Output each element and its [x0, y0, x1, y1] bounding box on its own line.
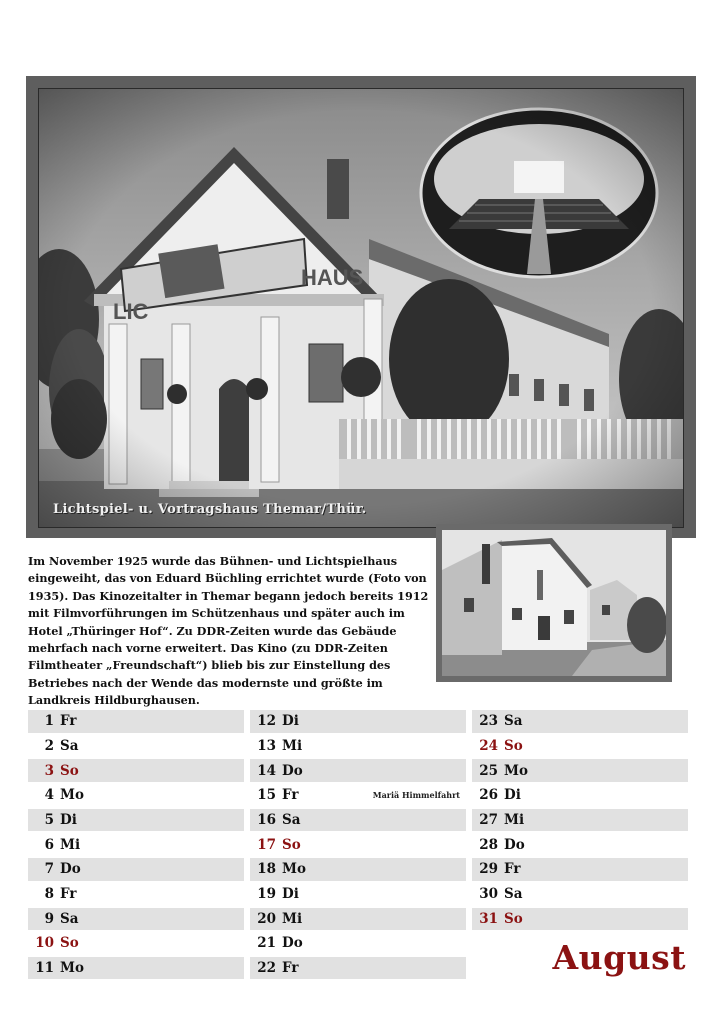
weekday: Di [504, 787, 521, 804]
calendar-day [28, 932, 244, 955]
cinema-building-illustration [39, 89, 683, 527]
calendar-day [28, 809, 244, 832]
weekday: Di [282, 886, 299, 903]
day-number: 26 [479, 787, 498, 804]
day-number: 31 [479, 910, 498, 927]
calendar-day [250, 809, 466, 832]
calendar-day [250, 710, 466, 733]
calendar-day [250, 883, 466, 906]
calendar-day [250, 784, 466, 807]
weekday: Do [504, 836, 525, 853]
weekday: Fr [282, 960, 299, 977]
weekday: So [504, 910, 523, 927]
weekday: So [60, 762, 79, 779]
day-number: 3 [44, 762, 54, 779]
day-number: 12 [257, 713, 276, 730]
weekday: Sa [282, 812, 301, 828]
day-number: 1 [44, 713, 54, 730]
calendar-day [250, 957, 466, 980]
calendar-day [250, 833, 466, 856]
day-number: 9 [44, 910, 54, 927]
calendar-day [250, 908, 466, 931]
calendar-day [250, 932, 466, 955]
calendar-day [472, 735, 688, 758]
day-number: 29 [479, 861, 498, 878]
weekday: So [60, 935, 79, 952]
weekday: Mo [60, 960, 84, 977]
day-number: 10 [35, 935, 54, 952]
day-number: 14 [257, 762, 276, 779]
weekday: Mi [60, 836, 81, 853]
calendar-day [250, 858, 466, 881]
calendar-day [472, 908, 688, 931]
day-number: 22 [257, 960, 276, 977]
weekday: Di [282, 713, 299, 730]
weekday: Mi [504, 812, 525, 828]
month-title: August [552, 938, 686, 977]
calendar-day [472, 759, 688, 782]
weekday: Mo [282, 861, 306, 878]
calendar-day [472, 858, 688, 881]
photo-caption: Lichtspiel- u. Vortragshaus Themar/Thür. [53, 502, 367, 517]
calendar-day [250, 735, 466, 758]
weekday: Di [60, 812, 77, 828]
weekday: So [282, 836, 301, 853]
calendar-day [28, 833, 244, 856]
weekday: Fr [60, 886, 77, 903]
day-number: 2 [44, 737, 54, 754]
weekday: Mi [282, 737, 303, 754]
day-number: 5 [44, 812, 54, 828]
calendar-day [472, 883, 688, 906]
calendar-column-2 [250, 710, 466, 982]
calendar-day [28, 858, 244, 881]
day-number: 27 [479, 812, 498, 828]
day-number: 21 [257, 935, 276, 952]
calendar-day [28, 957, 244, 980]
weekday: Mo [60, 787, 84, 804]
modern-photo-frame [436, 524, 672, 682]
day-number: 16 [257, 812, 276, 828]
calendar-day [472, 784, 688, 807]
calendar-day [250, 759, 466, 782]
modern-building-illustration [442, 530, 666, 676]
holiday-note: Mariä Himmelfahrt [372, 790, 460, 801]
main-photo-frame [26, 76, 696, 538]
calendar-day [472, 809, 688, 832]
calendar-day [28, 784, 244, 807]
weekday: So [504, 737, 523, 754]
calendar-column-1 [28, 710, 244, 982]
calendar-day [28, 883, 244, 906]
day-number: 23 [479, 713, 498, 730]
day-number: 25 [479, 762, 498, 779]
weekday: Sa [60, 737, 79, 754]
calendar-day [28, 735, 244, 758]
day-number: 24 [479, 737, 498, 754]
day-number: 7 [44, 861, 54, 878]
day-number: 8 [44, 886, 54, 903]
weekday: Do [60, 861, 81, 878]
weekday: Mo [504, 762, 528, 779]
day-number: 11 [35, 960, 54, 977]
calendar-day [28, 908, 244, 931]
calendar-day [28, 759, 244, 782]
weekday: Sa [504, 886, 523, 903]
calendar-day [472, 710, 688, 733]
day-number: 15 [257, 787, 276, 804]
weekday: Do [282, 762, 303, 779]
day-number: 17 [257, 836, 276, 853]
historic-cinema-photo [38, 88, 684, 528]
day-number: 13 [257, 737, 276, 754]
calendar-day [28, 710, 244, 733]
day-number: 30 [479, 886, 498, 903]
history-description: Im November 1925 wurde das Bühnen- und Lichtspielhaus eingeweiht, das von Eduard Büchling errichtet wurde (Foto von 1935). Das Kinozeitalter in Themar begann jedoch bereits 1912 mit Filmvorführungen im Schützenhaus und später auch im Hotel „Thüringer Hof“. Zu DDR-Zeiten wurde das Gebäude mehrfach nach vorne erweitert. Das Kino (zu DDR-Zeiten Filmtheater „Freundschaft“) blieb bis zur Einstellung des Betriebes nach der Wende das modernste und größte im Landkreis Hildburghausen. [28, 554, 429, 708]
day-number: 18 [257, 861, 276, 878]
day-number: 19 [257, 886, 276, 903]
day-number: 4 [44, 787, 54, 804]
weekday: Mi [282, 910, 303, 927]
calendar-day [472, 833, 688, 856]
day-number: 6 [44, 836, 54, 853]
day-number: 20 [257, 910, 276, 927]
weekday: Sa [504, 713, 523, 730]
day-number: 28 [479, 836, 498, 853]
weekday: Fr [60, 713, 77, 730]
weekday: Do [282, 935, 303, 952]
calendar-column-3 [472, 710, 688, 932]
modern-cinema-photo [442, 530, 666, 676]
weekday: Fr [282, 787, 299, 804]
weekday: Fr [504, 861, 521, 878]
weekday: Sa [60, 910, 79, 927]
